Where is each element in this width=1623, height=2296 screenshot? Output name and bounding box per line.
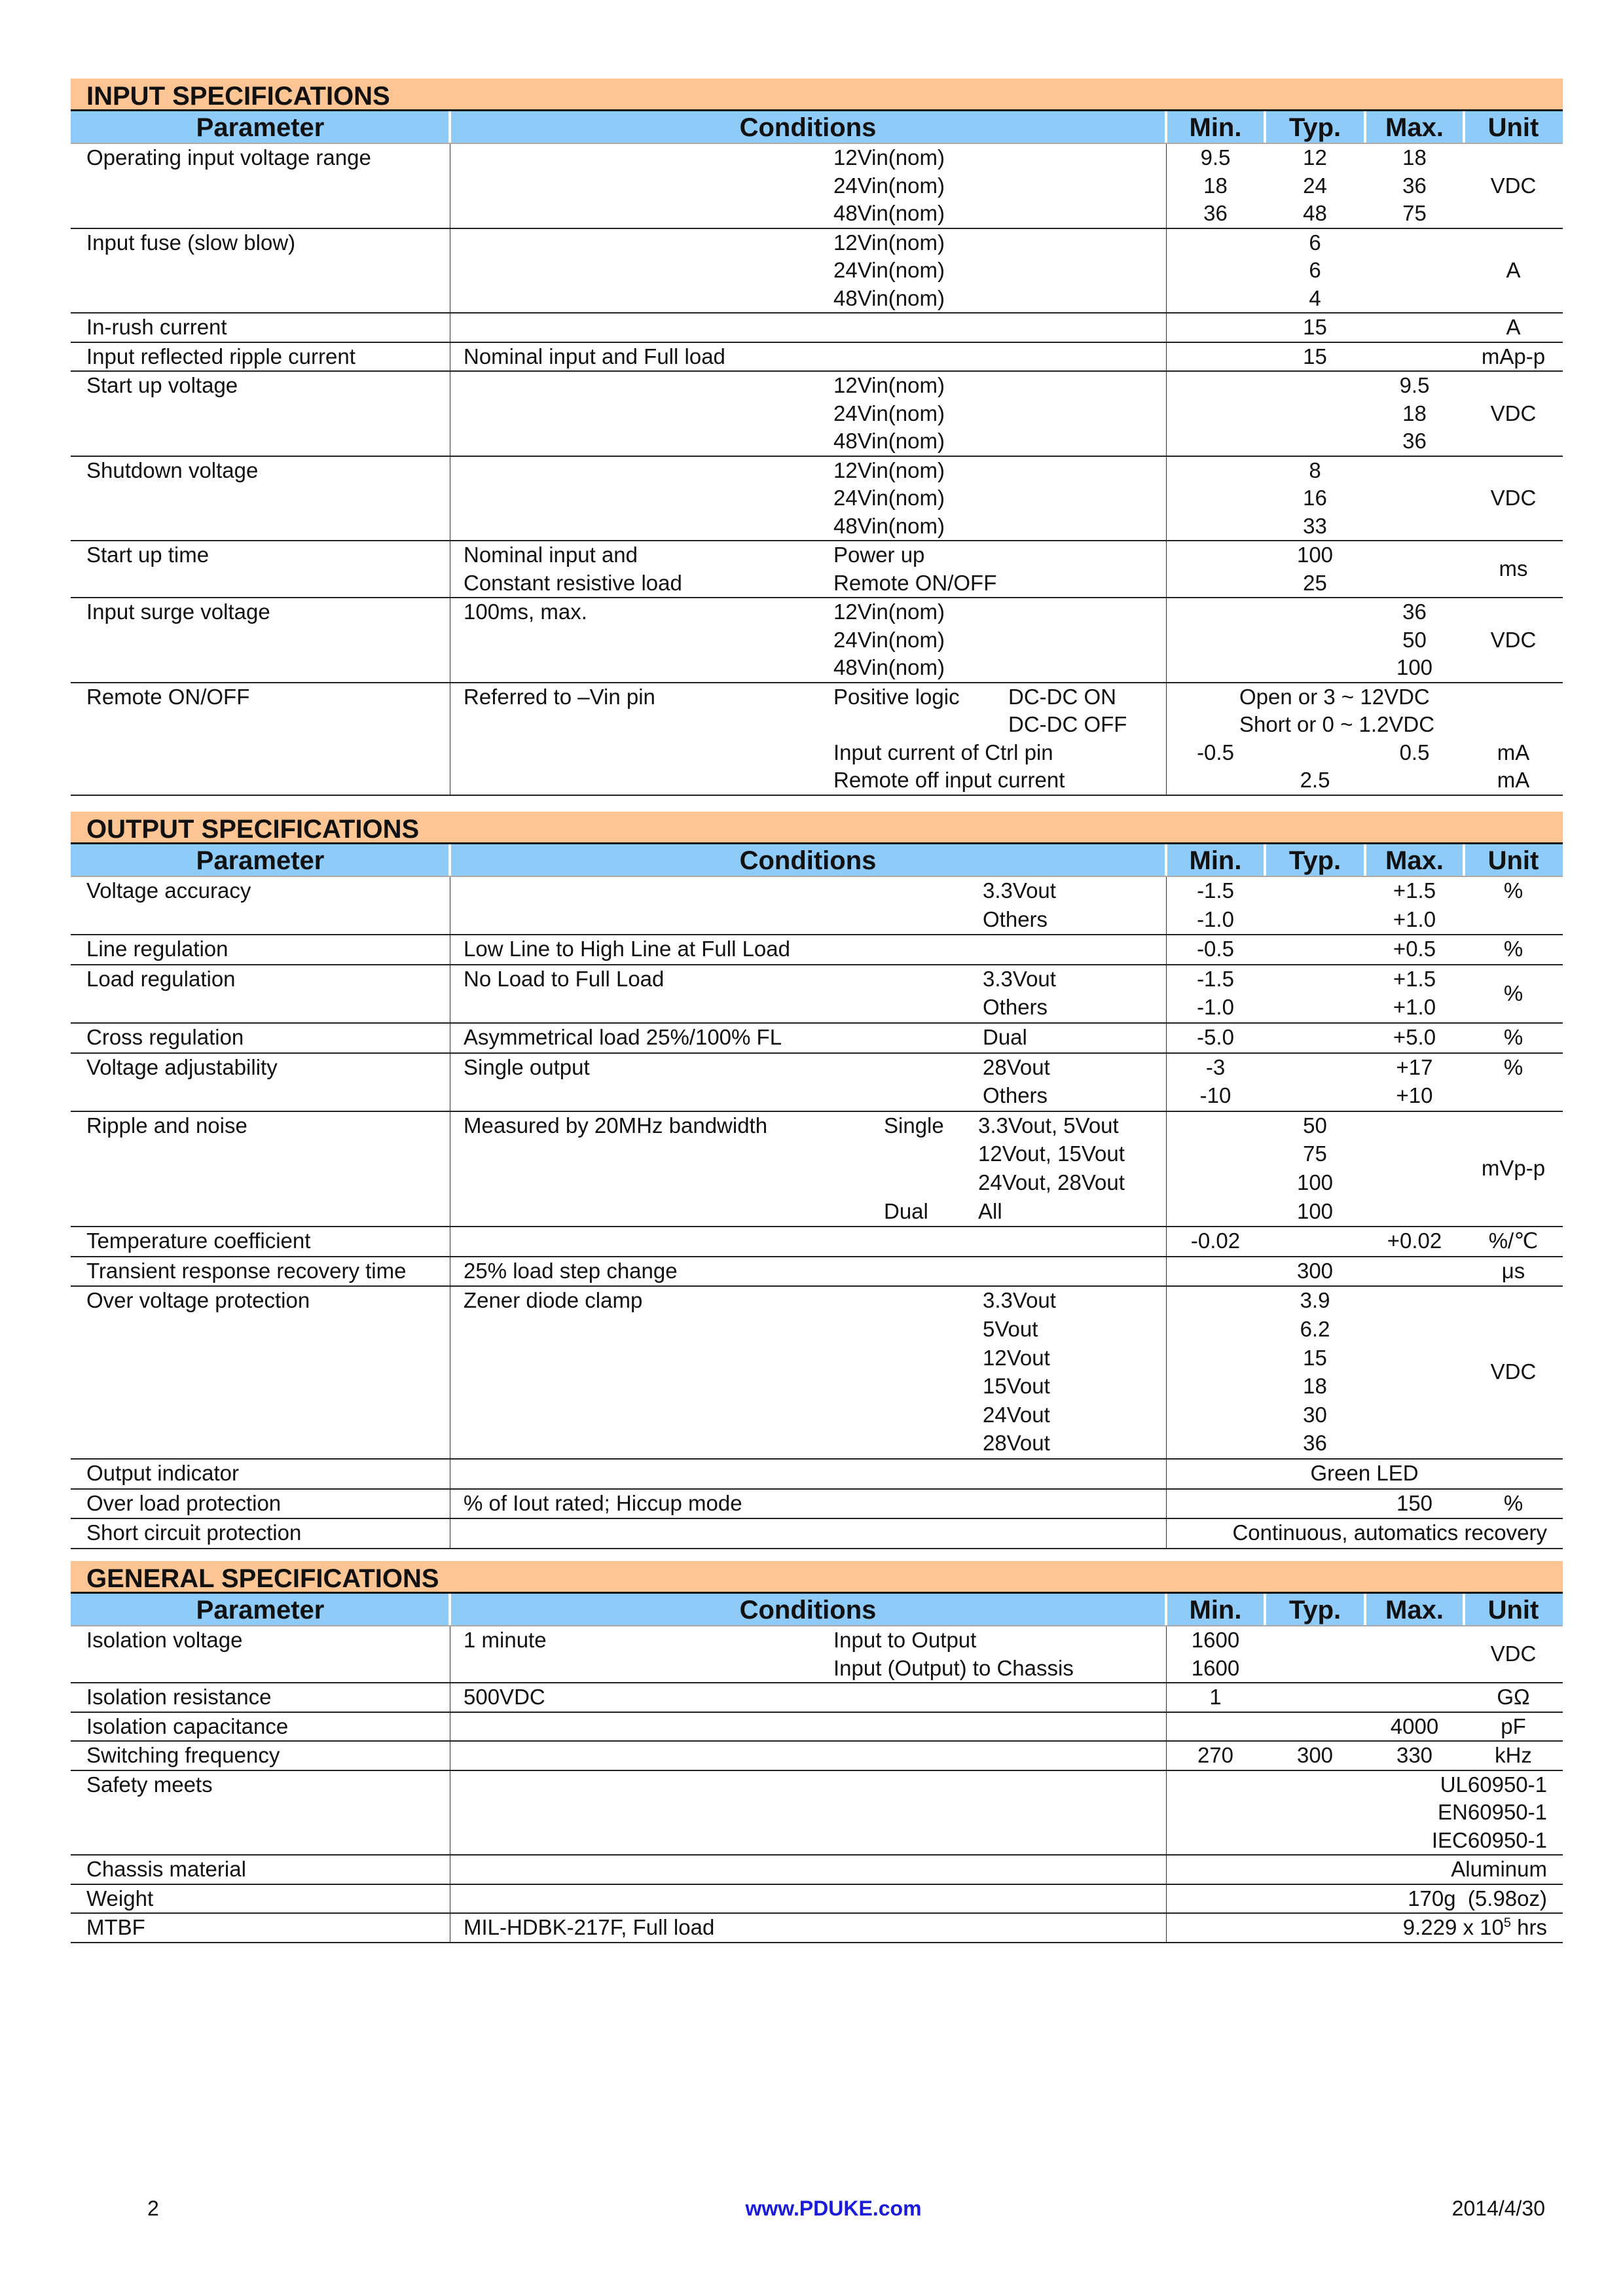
max-value: 75: [1402, 201, 1427, 225]
section-title: OUTPUT SPECIFICATIONS: [71, 812, 1563, 844]
parameter-name: Start up voltage: [86, 373, 238, 397]
typ-value: 300: [1296, 1258, 1334, 1283]
column-header-conditions: Conditions: [739, 1596, 877, 1624]
max-value: +0.02: [1387, 1229, 1442, 1253]
max-value: 100: [1396, 655, 1433, 679]
condition-text: Nominal input and: [464, 543, 638, 567]
condition-text: DC-DC ON: [1008, 684, 1116, 709]
max-value: +17: [1396, 1054, 1433, 1079]
typ-value: 3.9: [1300, 1288, 1330, 1313]
parameter-name: Input surge voltage: [86, 600, 270, 624]
condition-text: Others: [983, 1083, 1048, 1108]
condition-text: 25% load step change: [464, 1258, 678, 1283]
max-value: +1.0: [1393, 995, 1436, 1020]
parameter-name: Over load protection: [86, 1490, 282, 1515]
condition-text: 48Vin(nom): [833, 285, 945, 310]
condition-text: Asymmetrical load 25%/100% FL: [464, 1024, 782, 1049]
spec-row: [71, 372, 1563, 457]
range-value: Open or 3 ~ 12VDC: [1239, 684, 1430, 709]
typ-value: 48: [1303, 201, 1327, 225]
parameter-name: Load regulation: [86, 966, 236, 991]
parameter-name: Chassis material: [86, 1857, 246, 1881]
typ-value: 50: [1303, 1113, 1327, 1138]
parameter-name: Voltage adjustability: [86, 1054, 278, 1079]
min-value: 270: [1197, 1743, 1234, 1767]
condition-text: Input (Output) to Chassis: [833, 1655, 1074, 1680]
condition-text: No Load to Full Load: [464, 966, 665, 991]
condition-text: 3.3Vout: [983, 1288, 1056, 1313]
condition-text: 28Vout: [983, 1431, 1050, 1456]
spec-row: [71, 541, 1563, 598]
typ-value: 8: [1309, 457, 1321, 482]
condition-text: 100ms, max.: [464, 600, 587, 624]
max-value: +0.5: [1393, 937, 1436, 961]
typ-value: 6: [1309, 230, 1321, 255]
unit-value: VDC: [1490, 1359, 1537, 1384]
mtbf-value: [1166, 1914, 1547, 1942]
unit-value: ms: [1499, 556, 1528, 581]
parameter-name: Line regulation: [86, 937, 228, 961]
span-value: Aluminum: [1451, 1857, 1547, 1881]
mtbf-suffix: hrs: [1510, 1915, 1547, 1939]
column-separator: [1264, 1594, 1266, 1625]
spec-row: [71, 1742, 1563, 1771]
column-divider: [1166, 1257, 1167, 1286]
spec-row: [71, 683, 1563, 796]
condition-text: 1 minute: [464, 1628, 547, 1652]
unit-value: VDC: [1490, 627, 1537, 652]
condition-text: Single output: [464, 1054, 590, 1079]
column-divider: [1166, 314, 1167, 342]
unit-value: VDC: [1490, 1641, 1537, 1666]
typ-value: 25: [1303, 570, 1327, 595]
parameter-name: Input fuse (slow blow): [86, 230, 296, 255]
typ-value: 6: [1309, 258, 1321, 282]
condition-text: % of Iout rated; Hiccup mode: [464, 1490, 742, 1515]
min-value: -1.5: [1197, 966, 1234, 991]
column-separator: [1463, 844, 1465, 876]
typ-value: 100: [1296, 1170, 1334, 1194]
column-divider: [1166, 372, 1167, 456]
max-value: 50: [1402, 627, 1427, 652]
max-value: 36: [1402, 600, 1427, 624]
unit-value: %: [1503, 937, 1523, 961]
column-separator: [1165, 844, 1167, 876]
parameter-name: Remote ON/OFF: [86, 684, 250, 709]
condition-text: Power up: [833, 543, 925, 567]
max-value: +1.5: [1393, 878, 1436, 903]
spec-row: [71, 1227, 1563, 1257]
min-value: -1.0: [1197, 995, 1234, 1020]
spec-section: [71, 79, 1563, 796]
spec-row: [71, 1054, 1563, 1112]
max-value: +1.5: [1393, 966, 1436, 991]
document-date: 2014/4/30: [1451, 2197, 1545, 2220]
column-divider: [1166, 541, 1167, 597]
parameter-name: Start up time: [86, 543, 210, 567]
condition-text: 24Vout: [983, 1402, 1050, 1427]
spec-row: [71, 1112, 1563, 1227]
typ-value: 4: [1309, 285, 1321, 310]
spec-row: [71, 1287, 1563, 1460]
typ-value: 18: [1303, 1374, 1327, 1399]
column-separator: [1364, 111, 1366, 143]
page-number: 2: [147, 2197, 159, 2220]
condition-text: Remote off input current: [833, 768, 1065, 792]
spec-row: [71, 965, 1563, 1024]
spec-row: [71, 1856, 1563, 1885]
column-divider: [1166, 229, 1167, 313]
spec-row: [71, 877, 1563, 935]
column-header-unit: Unit: [1487, 1596, 1539, 1624]
min-value: -1.5: [1197, 878, 1234, 903]
parameter-name: Ripple and noise: [86, 1113, 247, 1138]
max-value: 150: [1396, 1490, 1433, 1515]
condition-text: Zener diode clamp: [464, 1288, 643, 1313]
column-divider: [1166, 1112, 1167, 1226]
spec-section: [71, 1561, 1563, 1943]
condition-text: 12Vout, 15Vout: [978, 1141, 1125, 1166]
span-value: EN60950-1: [1438, 1800, 1547, 1824]
column-divider: [1166, 1713, 1167, 1741]
max-value: +1.0: [1393, 906, 1436, 931]
condition-text: All: [978, 1198, 1002, 1223]
condition-text: Others: [983, 995, 1048, 1020]
condition-text: MIL-HDBK-217F, Full load: [464, 1915, 715, 1939]
column-separator: [1463, 1594, 1465, 1625]
spec-row: [71, 314, 1563, 343]
max-value: 0.5: [1399, 740, 1430, 764]
condition-text: 48Vin(nom): [833, 655, 945, 679]
typ-value: 2.5: [1300, 768, 1330, 792]
typ-value: 100: [1296, 1198, 1334, 1223]
column-header-typ: Typ.: [1288, 1596, 1341, 1624]
column-divider: [1166, 598, 1167, 682]
column-separator: [1364, 844, 1366, 876]
spec-row: [71, 1490, 1563, 1520]
parameter-name: Isolation capacitance: [86, 1713, 289, 1738]
column-header-row: [71, 111, 1563, 144]
spec-row: [71, 457, 1563, 542]
condition-text: 3.3Vout, 5Vout: [978, 1113, 1119, 1138]
span-value: Continuous, automatics recovery: [1232, 1520, 1547, 1545]
column-header-typ: Typ.: [1288, 846, 1341, 875]
typ-value: 33: [1303, 513, 1327, 538]
column-separator: [1463, 111, 1465, 143]
max-value: 36: [1402, 173, 1427, 198]
unit-value: kHz: [1495, 1743, 1532, 1767]
max-value: 330: [1396, 1743, 1433, 1767]
parameter-name: Isolation resistance: [86, 1685, 272, 1709]
condition-text: Remote ON/OFF: [833, 570, 997, 595]
condition-text: 3.3Vout: [983, 966, 1056, 991]
column-header-typ: Typ.: [1288, 113, 1341, 142]
condition-text: Positive logic: [833, 684, 960, 709]
min-value: 18: [1203, 173, 1228, 198]
max-value: 4000: [1390, 1713, 1439, 1738]
max-value: 9.5: [1399, 373, 1430, 397]
min-value: 9.5: [1200, 145, 1231, 170]
parameter-name: Voltage accuracy: [86, 878, 251, 903]
parameter-name: Input reflected ripple current: [86, 344, 356, 368]
column-separator: [1264, 111, 1266, 143]
parameter-name: Safety meets: [86, 1772, 213, 1797]
parameter-name: Cross regulation: [86, 1024, 244, 1049]
parameter-name: Operating input voltage range: [86, 145, 371, 170]
typ-value: 36: [1303, 1431, 1327, 1456]
column-divider: [1166, 1490, 1167, 1518]
spec-section: [71, 812, 1563, 1549]
condition-text: 12Vin(nom): [833, 457, 945, 482]
unit-value: %: [1503, 1490, 1523, 1515]
condition-text: Nominal input and Full load: [464, 344, 725, 368]
typ-value: 16: [1303, 486, 1327, 510]
unit-value: mA: [1497, 740, 1530, 764]
unit-value: A: [1506, 258, 1521, 282]
condition-text: 48Vin(nom): [833, 429, 945, 453]
unit-value: pF: [1501, 1713, 1526, 1738]
unit-value: VDC: [1490, 173, 1537, 198]
column-separator: [448, 844, 451, 876]
unit-value: mA: [1497, 768, 1530, 792]
condition-text: Input current of Ctrl pin: [833, 740, 1053, 764]
max-value: +5.0: [1393, 1024, 1436, 1049]
column-header-parameter: Parameter: [196, 113, 325, 142]
unit-value: VDC: [1490, 486, 1537, 510]
parameter-name: In-rush current: [86, 315, 227, 339]
section-title: INPUT SPECIFICATIONS: [71, 79, 1563, 111]
spec-row: [71, 1683, 1563, 1713]
condition-text: 48Vin(nom): [833, 513, 945, 538]
spec-row: [71, 1460, 1563, 1490]
spec-row: [71, 144, 1563, 229]
condition-text: 24Vout, 28Vout: [978, 1170, 1125, 1194]
spec-row: [71, 1257, 1563, 1287]
condition-text: 24Vin(nom): [833, 258, 945, 282]
column-separator: [1364, 1594, 1366, 1625]
min-value: 1600: [1191, 1628, 1240, 1652]
typ-value: 15: [1303, 344, 1327, 368]
min-value: -0.5: [1197, 937, 1234, 961]
spec-row: [71, 1626, 1563, 1683]
min-value: -0.02: [1190, 1229, 1241, 1253]
unit-value: %: [1503, 980, 1523, 1005]
condition-text: 24Vin(nom): [833, 627, 945, 652]
parameter-name: Transient response recovery time: [86, 1258, 407, 1283]
spec-row: [71, 598, 1563, 683]
min-value: -3: [1205, 1054, 1226, 1079]
unit-value: %: [1503, 1024, 1523, 1049]
column-divider: [1166, 343, 1167, 371]
typ-value: 100: [1296, 543, 1334, 567]
span-value: UL60950-1: [1440, 1772, 1547, 1797]
span-value: 170g (5.98oz): [1408, 1886, 1547, 1910]
column-header-max: Max.: [1385, 1596, 1444, 1624]
spec-row: [71, 343, 1563, 372]
condition-text: 48Vin(nom): [833, 201, 945, 225]
column-header-max: Max.: [1385, 113, 1444, 142]
condition-text: DC-DC OFF: [1008, 712, 1127, 736]
condition-text: Dual: [884, 1198, 928, 1223]
typ-value: 300: [1296, 1743, 1334, 1767]
max-value: 36: [1402, 429, 1427, 453]
condition-text: 12Vin(nom): [833, 145, 945, 170]
spec-row: [71, 229, 1563, 314]
column-header-conditions: Conditions: [739, 113, 877, 142]
unit-value: mAp-p: [1481, 344, 1546, 368]
condition-text: Measured by 20MHz bandwidth: [464, 1113, 768, 1138]
column-separator: [1165, 111, 1167, 143]
unit-value: %: [1503, 1054, 1523, 1079]
column-header-row: [71, 844, 1563, 877]
typ-value: 6.2: [1300, 1316, 1330, 1341]
parameter-name: Isolation voltage: [86, 1628, 243, 1652]
spec-row: [71, 1024, 1563, 1054]
column-header-min: Min.: [1189, 113, 1242, 142]
parameter-name: Shutdown voltage: [86, 457, 259, 482]
column-header-parameter: Parameter: [196, 1596, 325, 1624]
spec-row: [71, 1713, 1563, 1742]
column-separator: [1264, 844, 1266, 876]
spec-row: [71, 1914, 1563, 1943]
column-header-max: Max.: [1385, 846, 1444, 875]
condition-text: 15Vout: [983, 1374, 1050, 1399]
typ-value: 24: [1303, 173, 1327, 198]
parameter-name: Short circuit protection: [86, 1520, 302, 1545]
condition-text: Single: [884, 1113, 944, 1138]
condition-text: 24Vin(nom): [833, 486, 945, 510]
max-value: +10: [1396, 1083, 1433, 1108]
span-value: Green LED: [1310, 1460, 1419, 1485]
parameter-name: MTBF: [86, 1915, 145, 1939]
unit-value: A: [1506, 315, 1521, 339]
condition-text: 5Vout: [983, 1316, 1038, 1341]
column-header-unit: Unit: [1487, 113, 1539, 142]
spec-row: [71, 1885, 1563, 1914]
column-header-conditions: Conditions: [739, 846, 877, 875]
column-separator: [448, 111, 451, 143]
min-value: -0.5: [1197, 740, 1234, 764]
condition-text: Constant resistive load: [464, 570, 682, 595]
span-value: IEC60950-1: [1431, 1827, 1547, 1852]
condition-text: 24Vin(nom): [833, 401, 945, 425]
condition-text: 12Vin(nom): [833, 230, 945, 255]
parameter-name: Switching frequency: [86, 1743, 280, 1767]
min-value: 1: [1209, 1685, 1222, 1709]
unit-value: %/℃: [1488, 1229, 1539, 1253]
min-value: 36: [1203, 201, 1228, 225]
column-separator: [448, 1594, 451, 1625]
unit-value: VDC: [1490, 401, 1537, 425]
unit-value: GΩ: [1497, 1685, 1530, 1709]
max-value: 18: [1402, 401, 1427, 425]
max-value: 18: [1402, 145, 1427, 170]
condition-text: 12Vin(nom): [833, 600, 945, 624]
condition-text: Input to Output: [833, 1628, 977, 1652]
condition-text: Dual: [983, 1024, 1027, 1049]
typ-value: 75: [1303, 1141, 1327, 1166]
condition-text: 12Vin(nom): [833, 373, 945, 397]
column-divider: [1166, 457, 1167, 541]
column-header-unit: Unit: [1487, 846, 1539, 875]
spec-row: [71, 935, 1563, 965]
min-value: -10: [1199, 1083, 1231, 1108]
column-header-min: Min.: [1189, 846, 1242, 875]
unit-value: %: [1503, 878, 1523, 903]
mtbf-exponent: 5: [1503, 1916, 1511, 1930]
parameter-name: Weight: [86, 1886, 154, 1910]
range-value: Short or 0 ~ 1.2VDC: [1239, 712, 1435, 736]
condition-text: Others: [983, 906, 1048, 931]
column-divider: [1166, 1287, 1167, 1458]
section-title: GENERAL SPECIFICATIONS: [71, 1561, 1563, 1594]
condition-text: 3.3Vout: [983, 878, 1056, 903]
unit-value: mVp-p: [1481, 1156, 1546, 1181]
condition-text: Low Line to High Line at Full Load: [464, 937, 790, 961]
parameter-name: Over voltage protection: [86, 1288, 310, 1313]
spec-row: [71, 1771, 1563, 1856]
condition-text: 12Vout: [983, 1345, 1050, 1370]
spec-row: [71, 1519, 1563, 1549]
condition-text: 28Vout: [983, 1054, 1050, 1079]
column-header-row: [71, 1594, 1563, 1626]
website-link[interactable]: www.PDUKE.com: [745, 2197, 922, 2220]
parameter-name: Temperature coefficient: [86, 1229, 311, 1253]
min-value: -1.0: [1197, 906, 1234, 931]
typ-value: 15: [1303, 1345, 1327, 1370]
condition-text: 500VDC: [464, 1685, 545, 1709]
typ-value: 12: [1303, 145, 1327, 170]
column-header-min: Min.: [1189, 1596, 1242, 1624]
column-separator: [1165, 1594, 1167, 1625]
min-value: -5.0: [1197, 1024, 1234, 1049]
condition-text: 24Vin(nom): [833, 173, 945, 198]
column-header-parameter: Parameter: [196, 846, 325, 875]
unit-value: μs: [1501, 1258, 1525, 1283]
mtbf-base: 9.229 x 10: [1402, 1915, 1504, 1939]
min-value: 1600: [1191, 1655, 1240, 1680]
condition-text: Referred to –Vin pin: [464, 684, 655, 709]
parameter-name: Output indicator: [86, 1460, 239, 1485]
typ-value: 15: [1303, 315, 1327, 339]
typ-value: 30: [1303, 1402, 1327, 1427]
